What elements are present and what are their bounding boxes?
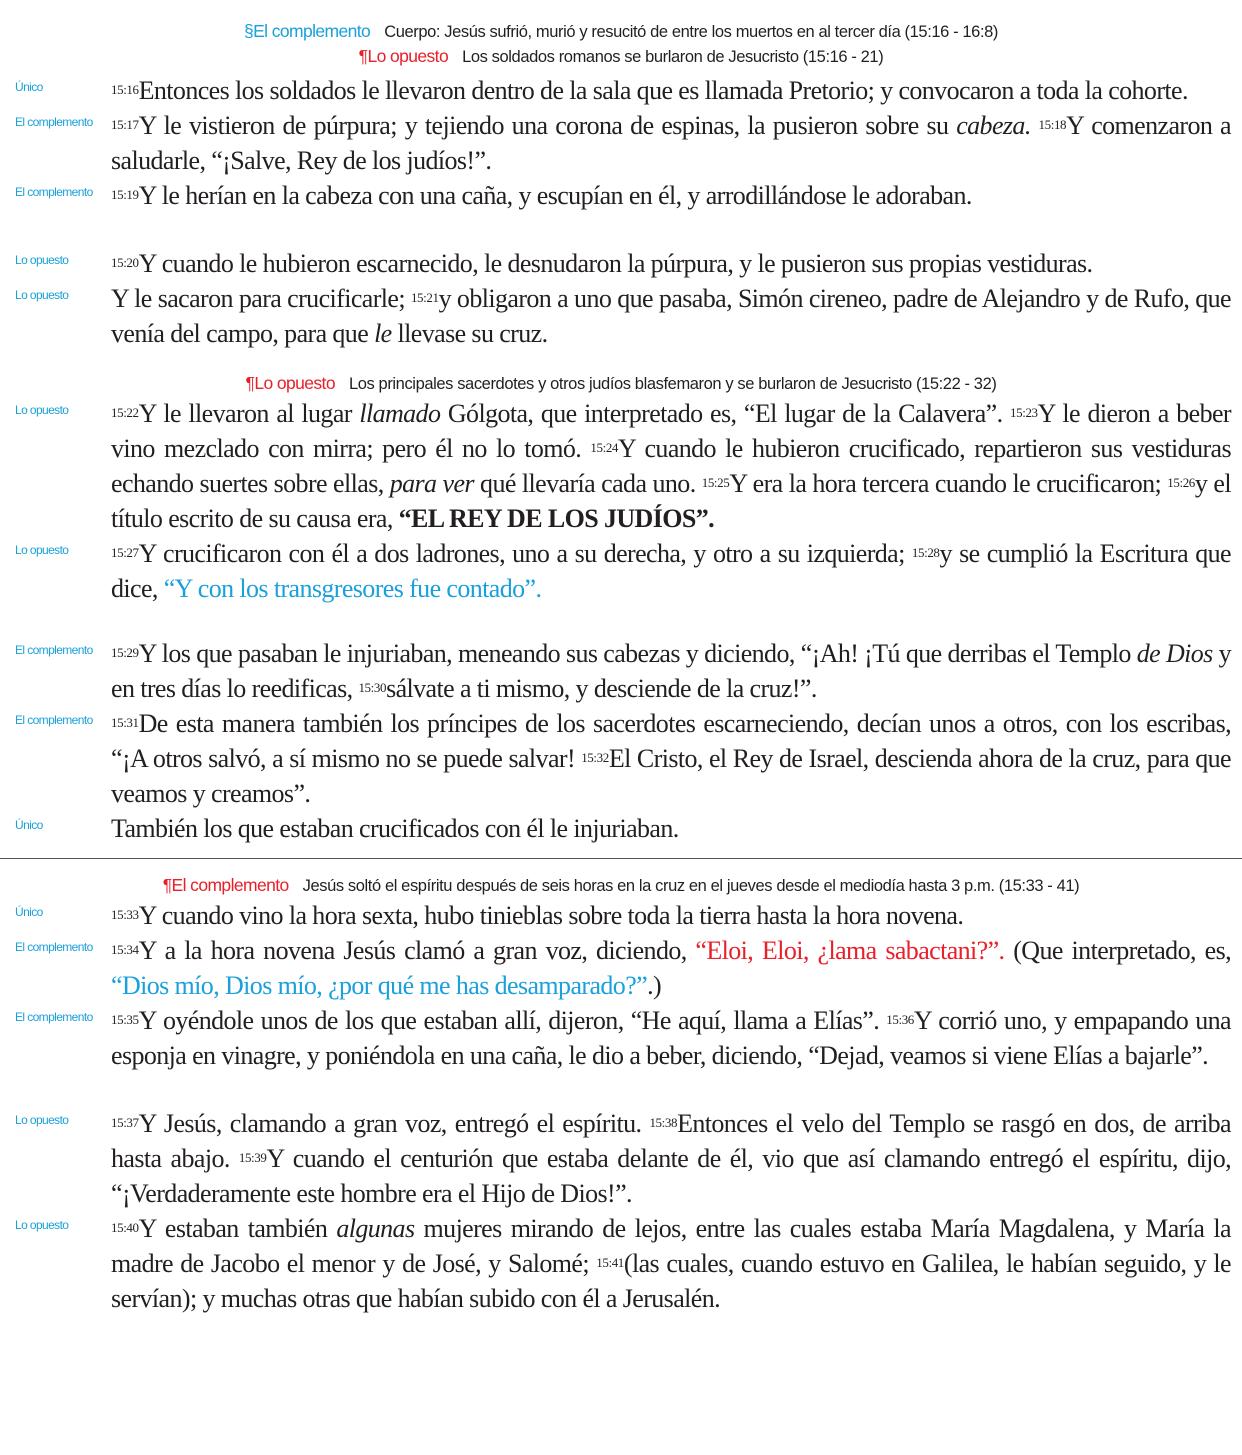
section-tag: §El complemento (243, 21, 371, 41)
paragraph-row (0, 1106, 1242, 1211)
verse-number: 15:41 (596, 1255, 624, 1270)
paragraph-row (0, 1003, 1242, 1073)
verse-number: 15:22 (111, 405, 139, 420)
verse-number: 15:21 (410, 290, 439, 305)
aramaic-quote: “Eloi, Eloi, ¿lama sabactani?”. (695, 936, 1005, 965)
verse-number: 15:30 (358, 680, 387, 695)
verse-number: 15:20 (111, 255, 139, 270)
paragraph-label: El complemento (15, 115, 93, 129)
paragraph-text: $^{15:16}$Entonces los soldados le llevaron dentro de la sala que es llamada Pretorio; y convocaron a toda la cohorte. (111, 76, 1188, 105)
paragraph-label: El complemento (15, 643, 93, 657)
paragraph-label: El complemento (15, 1010, 93, 1024)
paragraph-label: Lo opuesto (15, 1113, 69, 1127)
verse-number: 15:36 (886, 1012, 914, 1027)
paragraph-label: Lo opuesto (15, 543, 69, 557)
paragraph-text: $^{15:34}$Y a la hora novena Jesús clamó a gran voz, diciendo, “Eloi, Eloi, ¿lama sabactani?”. (Que interpretado, es, “Dios mío, Dios mío, ¿por qué me has desamparado?”.) (111, 936, 1231, 1000)
paragraph-label: El complemento (15, 713, 93, 727)
verse-number: 15:39 (238, 1150, 267, 1165)
paragraph-row (0, 396, 1242, 536)
paragraph-label: El complemento (15, 940, 93, 954)
verse-number: 15:25 (701, 475, 730, 490)
paragraph-label: El complemento (15, 185, 93, 199)
section-tag: ¶Lo opuesto (358, 46, 449, 66)
verse-number: 15:35 (111, 1012, 139, 1027)
paragraph-label: Lo opuesto (15, 403, 69, 417)
paragraph-row (0, 1211, 1242, 1316)
paragraph-row (0, 281, 1242, 351)
paragraph-label: Lo opuesto (15, 253, 69, 267)
verse-number: 15:27 (111, 545, 139, 560)
verse-number: 15:26 (1167, 475, 1195, 490)
translated-quote: “Dios mío, Dios mío, ¿por qué me has desamparado?” (111, 971, 648, 1000)
verse-number: 15:32 (581, 750, 609, 765)
paragraph-text: $^{15:31}$De esta manera también los príncipes de los sacerdotes escarneciendo, decían unos a otros, con los escribas, “¡A otros salvó, a sí mismo no se puede salvar! $^{15:32}$El Cristo, el Rey de Israel, descienda ahora de la cruz, para que veamos y creamos”. (111, 709, 1231, 808)
paragraph-text: $^{15:35}$Y oyéndole unos de los que estaban allí, dijeron, “He aquí, llama a Elías”. $^{15:36}$Y corrió uno, y empapando una esponja en vinagre, y poniéndola en una caña, le dio a beber, diciendo, “Dejad, veamos si viene Elías a bajarle”. (111, 1006, 1231, 1070)
verse-number: 15:31 (111, 715, 139, 730)
paragraph-label: Único (15, 80, 43, 94)
verse-number: 15:28 (911, 545, 940, 560)
paragraph-row (0, 811, 1242, 846)
paragraph-text: $^{15:33}$Y cuando vino la hora sexta, hubo tinieblas sobre toda la tierra hasta la hora novena. (111, 901, 964, 930)
scripture-quote: “Y con los transgresores fue contado”. (163, 574, 542, 603)
subsection-heading (0, 873, 1242, 898)
verse-number: 15:37 (111, 1115, 139, 1130)
verse-number: 15:29 (111, 645, 139, 660)
paragraph-row (0, 706, 1242, 811)
section-description: Jesús soltó el espíritu después de seis horas en la cruz en el jueves desde el mediodía hasta 3 p.m. (15:33 - 41) (302, 877, 1080, 895)
paragraph-text: $^{15:40}$Y estaban también algunas mujeres mirando de lejos, entre las cuales estaba María Magdalena, y María la madre de Jacobo el menor y de José, y Salomé; $^{15:41}$(las cuales, cuando estuvo en Galilea, le habían seguido, y le servían); y muchas otras que habían subido con él a Jerusalén. (111, 1214, 1231, 1313)
section-tag: ¶El complemento (162, 875, 289, 895)
verse-number: 15:33 (111, 907, 139, 922)
paragraph-row (0, 178, 1242, 213)
section-description: Cuerpo: Jesús sufrió, murió y resucitó de entre los muertos en al tercer día (15:16 - 16:8) (384, 23, 999, 41)
verse-number: 15:23 (1010, 405, 1038, 420)
section-divider (0, 858, 1242, 859)
paragraph-text: $^{15:27}$Y crucificaron con él a dos ladrones, uno a su derecha, y otro a su izquierda; $^{15:28}$y se cumplió la Escritura que dice, “Y con los transgresores fue contado”. (111, 539, 1231, 603)
paragraph-text: $^{15:37}$Y Jesús, clamando a gran voz, entregó el espíritu. $^{15:38}$Entonces el velo del Templo se rasgó en dos, de arriba hasta abajo. $^{15:39}$Y cuando el centurión que estaba delante de él, vio que así clamando entregó el espíritu, dijo, “¡Verdaderamente este hombre era el Hijo de Dios!”. (111, 1109, 1231, 1208)
paragraph-label: Único (15, 818, 43, 832)
paragraph-text: $^{15:29}$Y los que pasaban le injuriaban, meneando sus cabezas y diciendo, “¡Ah! ¡Tú que derribas el Templo de Dios y en tres días lo reedificas, $^{15:30}$sálvate a ti mismo, y desciende de la cruz!”. (111, 639, 1231, 703)
verse-number: 15:40 (111, 1220, 139, 1235)
verse-number: 15:24 (590, 440, 619, 455)
paragraph-text: $^{15:17}$Y le vistieron de púrpura; y tejiendo una corona de espinas, la pusieron sobre su cabeza. $^{15:18}$Y comenzaron a saludarle, “¡Salve, Rey de los judíos!”. (111, 111, 1231, 175)
section-description: Los soldados romanos se burlaron de Jesucristo (15:16 - 21) (462, 48, 884, 66)
section-heading (0, 19, 1242, 44)
paragraph-text: $^{15:19}$Y le herían en la cabeza con una caña, y escupían en él, y arrodillándose le adoraban. (111, 181, 972, 210)
section-description: Los principales sacerdotes y otros judíos blasfemaron y se burlaron de Jesucristo (15:22 - 32) (348, 375, 997, 393)
verse-number: 15:17 (111, 117, 139, 132)
section-tag: ¶Lo opuesto (245, 373, 335, 393)
subsection-heading (0, 371, 1242, 396)
verse-number: 15:34 (111, 942, 139, 957)
paragraph-row (0, 898, 1242, 933)
subsection-heading (0, 44, 1242, 69)
paragraph-row (0, 246, 1242, 281)
paragraph-label: Lo opuesto (15, 288, 69, 302)
paragraph-label: Único (15, 905, 43, 919)
verse-number: 15:18 (1038, 117, 1067, 132)
paragraph-row (0, 636, 1242, 706)
verse-number: 15:16 (111, 82, 139, 97)
paragraph-row (0, 536, 1242, 606)
paragraph-row (0, 933, 1242, 1003)
verse-number: 15:19 (111, 187, 139, 202)
paragraph-text: También los que estaban crucificados con él le injuriaban. (111, 814, 679, 843)
paragraph-text: $^{15:20}$Y cuando le hubieron escarnecido, le desnudaron la púrpura, y le pusieron sus propias vestiduras. (111, 249, 1093, 278)
paragraph-label: Lo opuesto (15, 1218, 69, 1232)
paragraph-text: $^{15:22}$Y le llevaron al lugar llamado Gólgota, que interpretado es, “El lugar de la Calavera”. $^{15:23}$Y le dieron a beber vino mezclado con mirra; pero él no lo tomó. $^{15:24}$Y cuando le hubieron crucificado, repartieron sus vestiduras echando suertes sobre ellas, para ver qué llevaría cada uno. $^{15:25}$Y era la hora tercera cuando le crucificaron; $^{15:26}$y el título escrito de su causa era, “EL REY DE LOS JUDÍOS”. (111, 399, 1231, 533)
paragraph-row (0, 108, 1242, 178)
paragraph-text: Y le sacaron para crucificarle; $^{15:21}$y obligaron a uno que pasaba, Simón cireneo, padre de Alejandro y de Rufo, que venía del campo, para que le llevase su cruz. (111, 284, 1231, 348)
verse-number: 15:38 (649, 1115, 678, 1130)
paragraph-row (0, 73, 1242, 108)
